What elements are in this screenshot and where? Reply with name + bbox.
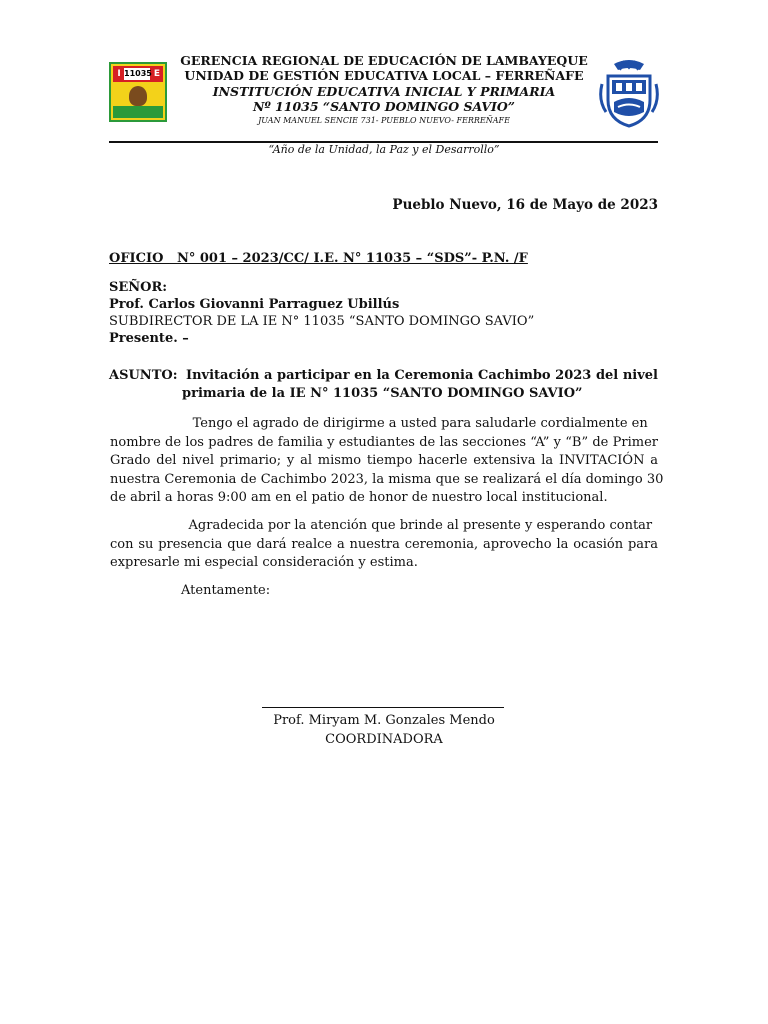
logo-letter-e: E [153,69,161,79]
logo-letter-i: I [117,69,121,79]
logo-green-band [113,106,163,118]
header-line-2: UNIDAD DE GESTIÓN EDUCATIVA LOCAL – FERREÑAFE [184,68,584,83]
subject-label: ASUNTO: [109,368,178,383]
body-paragraph-2 [110,517,658,573]
closing: Atentamente: [181,583,271,598]
paragraph-line: con su presencia que dará realce a nuestra ceremonia, aprovecho la ocasión para [110,536,658,552]
paragraph-line: Agradecida por la atención que brinde al presente y esperando contar [110,518,653,533]
logo-number: 11035 [124,69,152,78]
document-reference: OFICIO N° 001 – 2023/CC/ I.E. N° 11035 – “SDS”- P.N. /F [109,251,528,266]
school-logo [109,62,167,122]
signer-role: COORDINADORA [325,732,443,747]
paragraph-line: expresarle mi especial consideración y estima. [110,555,418,570]
recipient-title: SUBDIRECTOR DE LA IE N° 11035 “SANTO DOMINGO SAVIO” [109,314,535,329]
year-motto: “Año de la Unidad, la Paz y el Desarrollo” [268,143,500,156]
signature-line [262,707,504,708]
subject-line-2: primaria de la IE N° 11035 “SANTO DOMINGO SAVIO” [182,386,583,401]
header-address: JUAN MANUEL SENCIE 731- PUEBLO NUEVO- FERREÑAFE [258,116,510,125]
place-and-date: Pueblo Nuevo, 16 de Mayo de 2023 [392,197,658,213]
header-line-3: INSTITUCIÓN EDUCATIVA INICIAL Y PRIMARIA [212,84,556,99]
header-line-4: Nº 11035 “SANTO DOMINGO SAVIO” [253,99,515,114]
header-line-1: GERENCIA REGIONAL DE EDUCACIÓN DE LAMBAYEQUE [180,53,588,68]
paragraph-line: nuestra Ceremonia de Cachimbo 2023, la misma que se realizará el día domingo 30 [110,471,664,487]
body-paragraph-1 [110,415,664,508]
logo-portrait-icon [129,86,147,106]
signer-name: Prof. Miryam M. Gonzales Mendo [273,713,495,728]
recipient-name: Prof. Carlos Giovanni Parraguez Ubillús [109,297,400,312]
paragraph-line: nombre de los padres de familia y estudiantes de las secciones “A” y “B” de Primer [110,434,658,450]
presente-line: Presente. – [109,331,189,346]
salutation: SEÑOR: [109,280,168,295]
paragraph-line: Grado del nivel primario; y al mismo tiempo hacerle extensiva la INVITACIÓN a [110,453,658,468]
regional-crest-icon [598,54,660,128]
subject-line-1: Invitación a participar en la Ceremonia Cachimbo 2023 del nivel [186,368,658,383]
paragraph-line: de abril a horas 9:00 am en el patio de honor de nuestro local institucional. [110,490,608,505]
paragraph-line: Tengo el agrado de dirigirme a usted para saludarle cordialmente en [110,416,648,431]
